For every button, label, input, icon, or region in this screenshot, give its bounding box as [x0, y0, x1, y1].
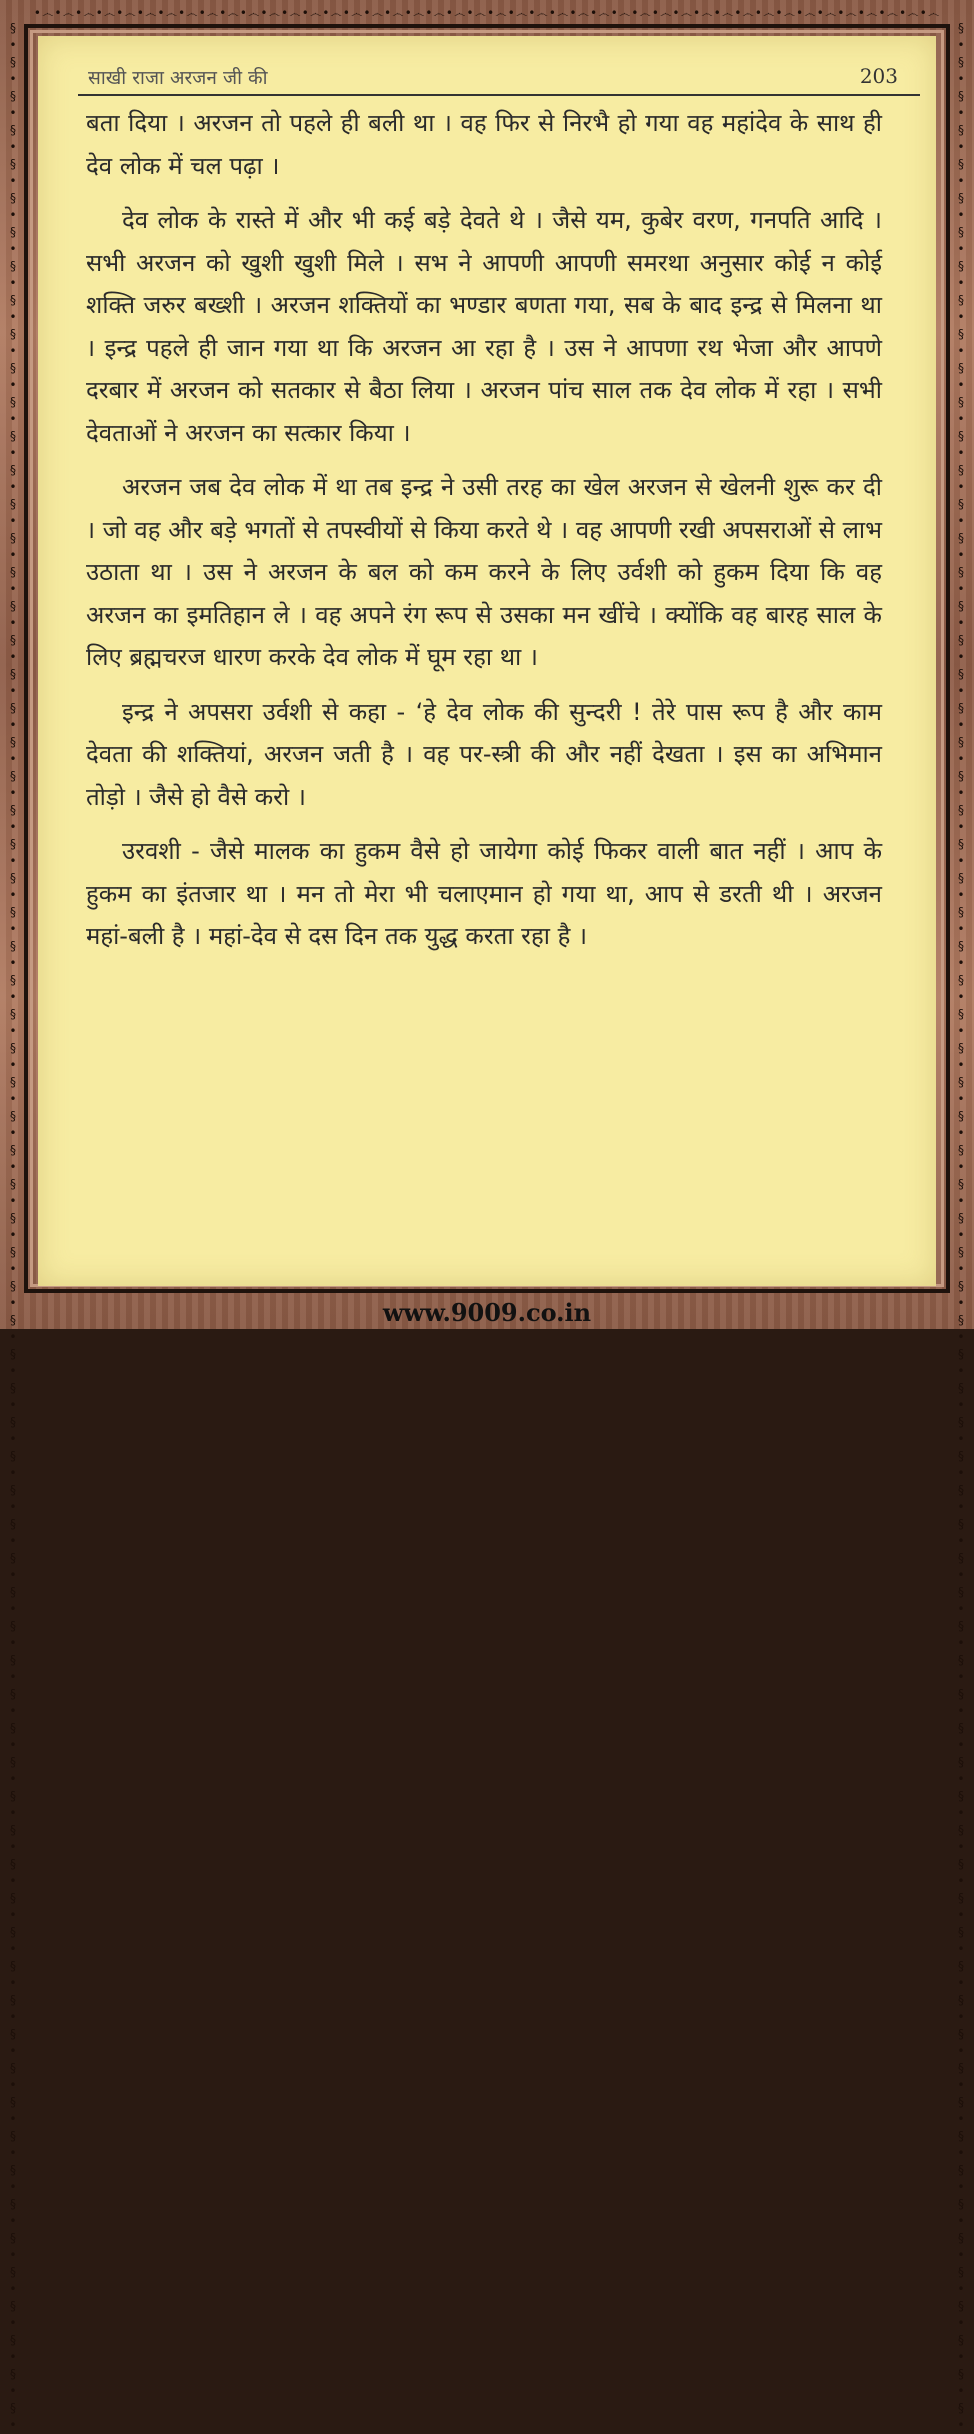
- paragraph-gap: [86, 187, 882, 199]
- header-title: साखी राजा अरजन जी की: [88, 67, 268, 89]
- paragraph-2: देव लोक के रास्ते में और भी कई बड़े देवते थे । जैसे यम, कुबेर वरण, गनपति आदि । सभी अरजन को खुशी खुशी मिले । सभ ने आपणी आपणी समरथा अनुसार कोई न कोई शक्ति जरुर बख्शी । अरजन शक्तियों का भण्डार बणता गया, सब के बाद इन्द्र से मिलना था । इन्द्र पहले ही जान गया था कि अरजन आ रहा है । उस ने आपणा रथ भेजा और आपणे दरबार में अरजन को सतकार से बैठा लिया । अरजन पांच साल तक देव लोक में रहा । सभी देवताओं ने अरजन का सत्कार किया ।: [86, 206, 882, 447]
- ornament-border-top: •෴•෴•෴•෴•෴•෴•෴•෴•෴•෴•෴•෴•෴•෴•෴•෴•෴•෴•෴•෴•෴•෴•෴•෴•෴•෴•෴•෴•෴•෴•෴•෴•෴•෴•෴•෴•෴•෴•෴•෴•෴•෴•෴•෴: [33, 6, 941, 20]
- paragraph-gap: [86, 454, 882, 466]
- paragraph-4: इन्द्र ने अपसरा उर्वशी से कहा - ‘हे देव लोक की सुन्दरी ! तेरे पास रूप है और काम देवता की शक्तियां, अरजन जती है । वह पर-स्त्री की और नहीं देखता । इस का अभिमान तोड़ो । जैसे हो वैसे करो ।: [86, 697, 882, 811]
- paragraph-5: उरवशी - जैसे मालक का हुकम वैसे हो जायेगा कोई फिकर वाली बात नहीं । आप के हुकम का इंतजार था । मन तो मेरा भी चलाएमान हो गया था, आप से डरती थी । अरजन महां-बली है । महां-देव से दस दिन तक युद्ध करता रहा है ।: [86, 837, 882, 950]
- paragraph-3: अरजन जब देव लोक में था तब इन्द्र ने उसी तरह का खेल अरजन से खेलनी शुरू कर दी । जो वह और बड़े भगतों से तपस्वीयों से किया करते थे । वह आपणी रखी अपसराओं से लाभ उठाता था । उस ने अरजन के बल को कम करने के लिए उर्वशी को हुकम दिया कि वह अरजन का इमतिहान ले । वह अपने रंग रूप से उसका मन खींचे । क्योंकि वह बारह साल के लिए ब्रह्मचरज धारण करके देव लोक में घूम रहा था ।: [86, 473, 882, 671]
- page-number: 203: [859, 64, 898, 88]
- header-rule: [78, 94, 920, 96]
- paragraph-gap: [86, 679, 882, 691]
- paragraph-gap: [86, 818, 882, 830]
- footer-website: [0, 1298, 974, 1326]
- body-text: [86, 102, 882, 958]
- paragraph-1: बता दिया । अरजन तो पहले ही बली था । वह फिर से निरभै हो गया वह महांदेव के साथ ही देव लोक में चल पढ़ा ।: [86, 109, 882, 180]
- page-sheet: [38, 36, 936, 1286]
- ornament-border-right: §•§•§•§•§•§•§•§•§•§•§•§•§•§•§•§•§•§•§•§•§•§•§•§•§•§•§•§•§•§•§•§•§•§•§•§•§•§•§•§•§•§•§•§•§•§•§•§•§•§•§•§•§•§•§•§•§•§•§•§•§•§•§•§•§•§•§•§•§•§•§•: [957, 21, 965, 2432]
- website-url[interactable]: www.9009.co.in: [382, 1298, 592, 1327]
- running-header: [88, 60, 898, 89]
- ornament-border-left: §•§•§•§•§•§•§•§•§•§•§•§•§•§•§•§•§•§•§•§•§•§•§•§•§•§•§•§•§•§•§•§•§•§•§•§•§•§•§•§•§•§•§•§•§•§•§•§•§•§•§•§•§•§•§•§•§•§•§•§•§•§•§•§•§•§•§•§•§•§•§•: [9, 21, 17, 2432]
